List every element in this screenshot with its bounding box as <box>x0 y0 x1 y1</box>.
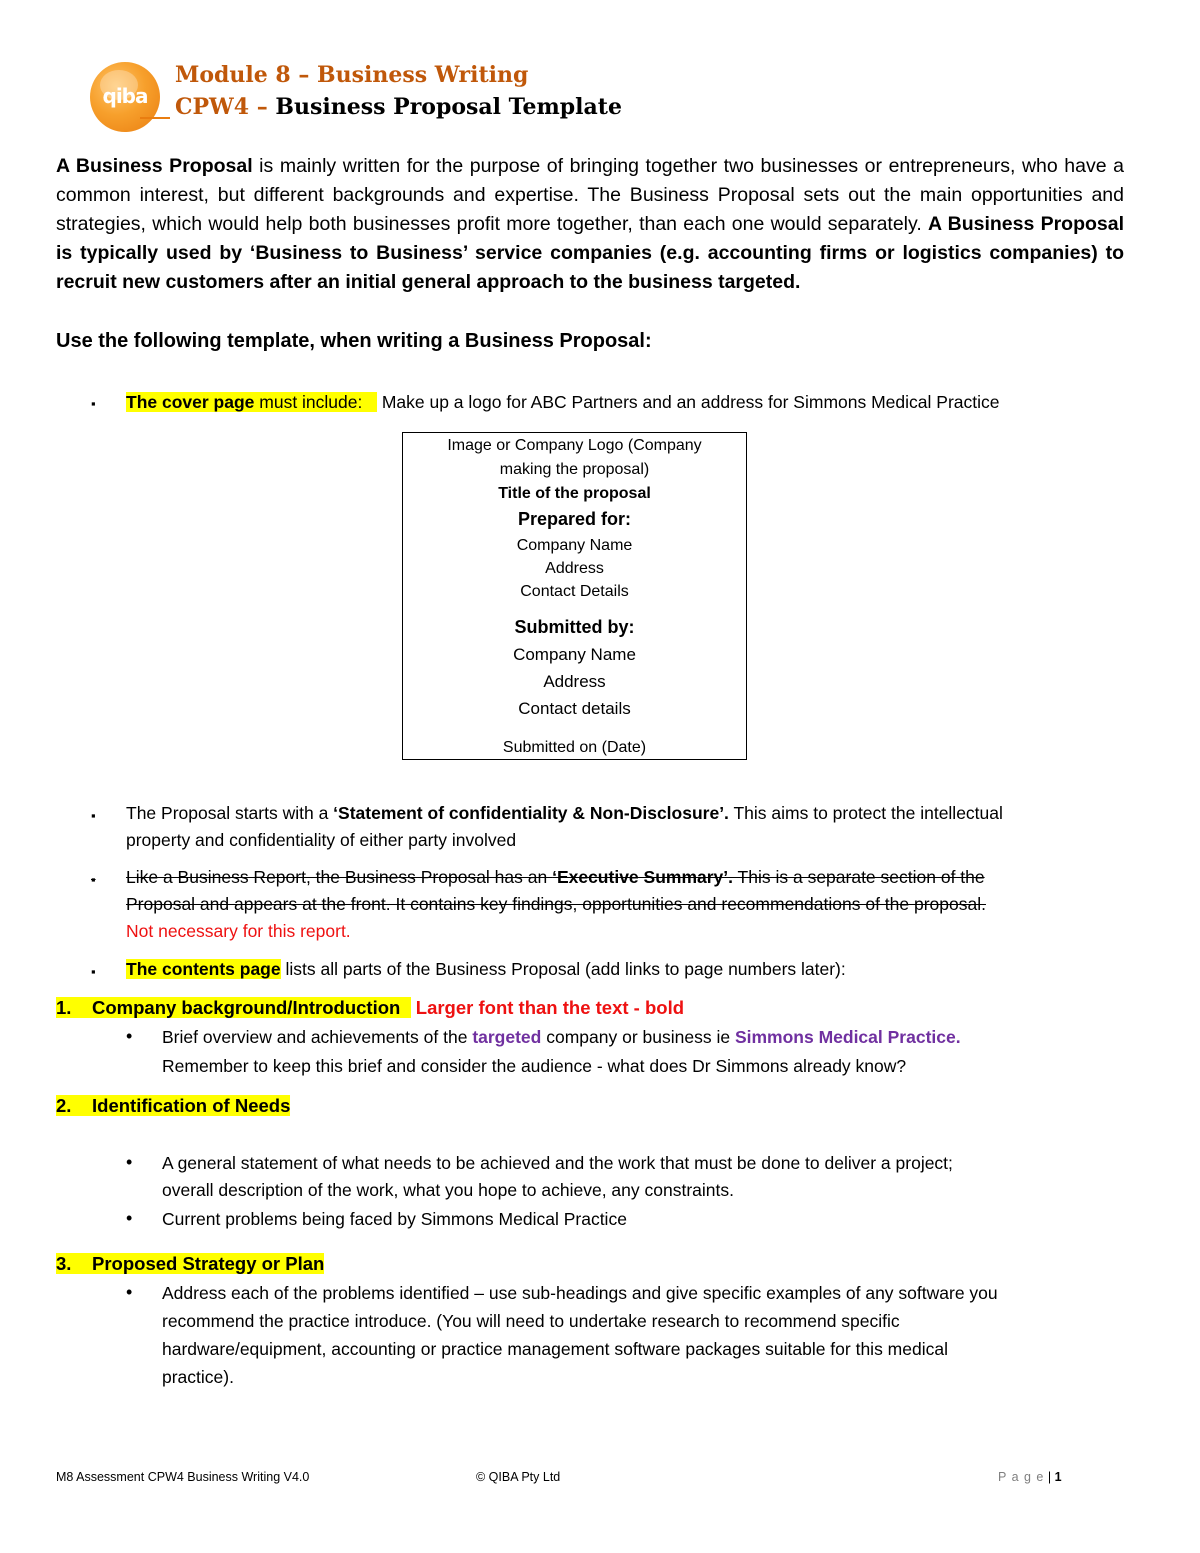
box-sb-contact: Contact details <box>518 699 631 718</box>
section-2-bullet1-line2: overall description of the work, what you hope to achieve, any constraints. <box>162 1180 734 1200</box>
intro-paragraph <box>56 152 1124 297</box>
exec-summary-line2: Proposal and appears at the front. It contains key findings, opportunities and recommendations of the proposal. <box>126 894 986 914</box>
bullet-icon: • <box>126 1026 133 1046</box>
logo-text: qiba <box>102 84 148 108</box>
bullet-icon: • <box>126 1152 133 1172</box>
box-logo-line2: making the proposal) <box>499 461 650 478</box>
cover-instruction: Make up a logo for ABC Partners and an address for Simmons Medical Practice <box>381 392 1000 412</box>
box-submitted-on: Submitted on (Date) <box>502 739 647 756</box>
cover-page-box <box>402 432 747 760</box>
section-2-bullet2: Current problems being faced by Simmons Medical Practice <box>162 1209 627 1229</box>
qiba-logo <box>90 62 160 132</box>
section-1-bullet-line1: Brief overview and achievements of the targeted company or business ie Simmons Medical Practice. <box>162 1027 961 1047</box>
logo-underline <box>140 117 170 119</box>
section-3-line3: hardware/equipment, accounting or practice management software packages suitable for this medical <box>162 1339 948 1359</box>
statement-line1: The Proposal starts with a ‘Statement of confidentiality & Non-Disclosure’. This aims to protect the intellectual <box>126 803 1003 823</box>
section-2-bullet1-line1: A general statement of what needs to be achieved and the work that must be done to deliver a project; <box>162 1153 953 1173</box>
box-sb-address: Address <box>543 672 606 691</box>
footer-page-number: P a g e | 1 <box>998 1470 1062 1484</box>
section-2-title: 2. Identification of Needs <box>56 1095 291 1116</box>
intro-text: is mainly written for the purpose of bringing together two businesses or entrepreneurs, who have a common interest, but different backgrounds and expertise. The Business Proposal sets out the main opportunities and strategies, which would help both businesses profit more together, than each one would separately. <box>56 155 1124 235</box>
document-title-rest: Business Proposal Template <box>267 94 622 120</box>
bullet-icon: • <box>126 1208 133 1228</box>
intro-bold-lead: A Business Proposal <box>56 155 253 177</box>
document-title <box>175 94 622 120</box>
footer-copyright: © QIBA Pty Ltd <box>476 1470 561 1484</box>
section-3-heading <box>56 1253 324 1275</box>
square-bullet-icon: ▪ <box>91 872 96 887</box>
section-1-bullet-line2: Remember to keep this brief and consider the audience - what does Dr Simmons already know? <box>162 1056 907 1076</box>
module-title: Module 8 – Business Writing <box>175 62 529 88</box>
box-proposal-title: Title of the proposal <box>498 485 651 502</box>
square-bullet-icon: ▪ <box>91 964 96 979</box>
section-1-note: Larger font than the text - bold <box>415 997 685 1018</box>
intro-bold-tail: A Business Proposal is typically used by ‘Business to Business’ service companies (e.g. accounting firms or logistics companies) to recruit new customers after an initial general approach to the business targeted. <box>56 213 1124 293</box>
box-prepared-for: Prepared for: <box>517 509 632 529</box>
box-submitted-by: Submitted by: <box>514 617 635 637</box>
use-template-heading: Use the following template, when writing a Business Proposal: <box>56 330 652 352</box>
document-title-prefix: CPW4 – <box>175 94 268 120</box>
section-3-line2: recommend the practice introduce. (You will need to undertake research to recommend specific <box>162 1311 900 1331</box>
cover-page-highlight: The cover page must include: <box>126 392 377 412</box>
square-bullet-icon: ▪ <box>91 396 96 411</box>
section-2-heading <box>56 1095 290 1117</box>
section-1-title: 1. Company background/Introduction <box>56 997 411 1018</box>
bullet-icon: • <box>126 1282 133 1302</box>
box-pf-address: Address <box>545 560 604 577</box>
statement-line2: property and confidentiality of either party involved <box>126 830 517 850</box>
box-logo-line1: Image or Company Logo (Company <box>447 437 702 454</box>
exec-summary-note: Not necessary for this report. <box>126 921 351 941</box>
section-3-line1: Address each of the problems identified – use sub-headings and give specific examples of any software you <box>162 1283 998 1303</box>
section-3-title: 3. Proposed Strategy or Plan <box>56 1253 325 1274</box>
cover-page-item <box>126 389 999 416</box>
section-1-heading <box>56 997 684 1019</box>
exec-summary-line1: Like a Business Report, the Business Proposal has an ‘Executive Summary’. This is a separate section of the <box>126 867 985 887</box>
box-pf-company: Company Name <box>516 537 633 554</box>
footer-doc-id: M8 Assessment CPW4 Business Writing V4.0 <box>56 1470 310 1484</box>
section-3-line4: practice). <box>162 1367 234 1387</box>
box-sb-company: Company Name <box>513 645 636 664</box>
contents-page-item: The contents page lists all parts of the Business Proposal (add links to page numbers later): <box>126 959 846 979</box>
box-pf-contact: Contact Details <box>520 583 629 600</box>
square-bullet-icon: ▪ <box>91 808 96 823</box>
